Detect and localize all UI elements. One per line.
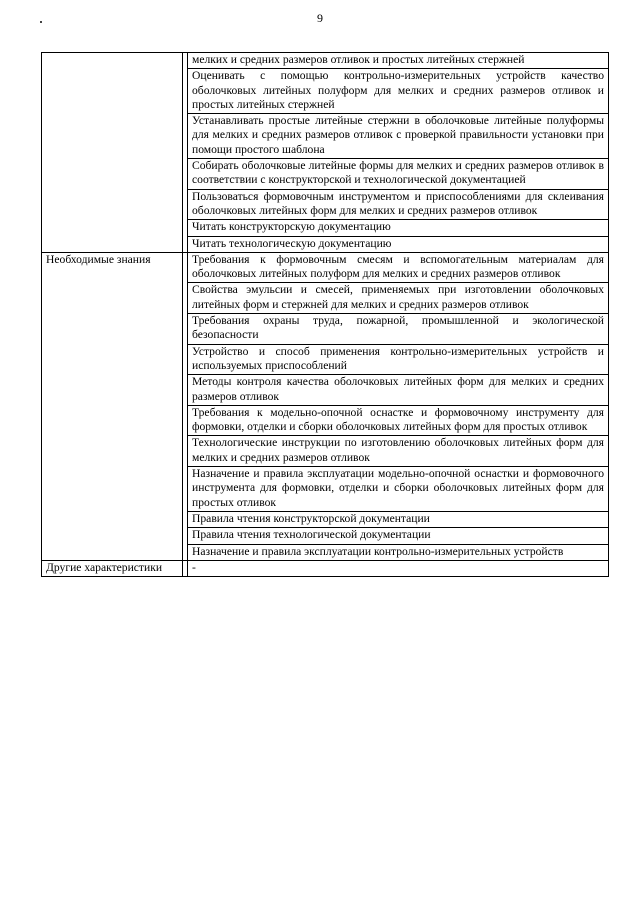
table-row	[42, 53, 609, 69]
row-label: Необходимые знания	[42, 252, 183, 560]
row-text: Правила чтения технологической документации	[188, 528, 609, 544]
row-text: -	[188, 560, 609, 576]
row-text: Правила чтения конструкторской документации	[188, 511, 609, 527]
row-text: Требования охраны труда, пожарной, промышленной и экологической безопасности	[188, 314, 609, 345]
row-text: Собирать оболочковые литейные формы для мелких и средних размеров отливок в соответствии с конструкторской и технологической документацией	[188, 159, 609, 190]
knowledge-skills-table	[41, 52, 609, 577]
row-text: мелких и средних размеров отливок и простых литейных стержней	[188, 53, 609, 69]
row-label: Другие характеристики	[42, 560, 183, 576]
table-row	[42, 560, 609, 576]
row-label	[42, 53, 183, 253]
row-text: Устройство и способ применения контрольно-измерительных устройств и используемых приспособлений	[188, 344, 609, 375]
row-text: Устанавливать простые литейные стержни в оболочковые литейные полуформы для мелких и средних размеров отливок с проверкой правильности установки при помощи простого шаблона	[188, 114, 609, 159]
page-number: 9	[317, 11, 323, 25]
row-text: Оценивать с помощью контрольно-измерительных устройств качество оболочковых литейных полуформ для мелких и средних размеров отливок и простых литейных стержней	[188, 69, 609, 114]
row-text: Читать конструкторскую документацию	[188, 220, 609, 236]
row-text: Требования к формовочным смесям и вспомогательным материалам для оболочковых литейных полуформ для мелких и средних размеров отливок	[188, 252, 609, 283]
row-text: Назначение и правила эксплуатации контрольно-измерительных устройств	[188, 544, 609, 560]
scan-mark	[40, 21, 42, 23]
row-text: Назначение и правила эксплуатации модельно-опочной оснастки и формовочного инструмента для формовки, отделки и сборки оболочковых литейных форм для простых отливок	[188, 467, 609, 512]
row-text: Технологические инструкции по изготовлению оболочковых литейных форм для мелких и средних размеров отливок	[188, 436, 609, 467]
row-text: Требования к модельно-опочной оснастке и формовочному инструменту для формовки, отделки и сборки оболочковых литейных форм для простых отливок	[188, 405, 609, 436]
table-row	[42, 252, 609, 283]
row-text: Читать технологическую документацию	[188, 236, 609, 252]
row-text: Свойства эмульсии и смесей, применяемых при изготовлении оболочковых литейных форм и стержней для мелких и средних размеров отливок	[188, 283, 609, 314]
row-text: Методы контроля качества оболочковых литейных форм для мелких и средних размеров отливок	[188, 375, 609, 406]
row-text: Пользоваться формовочным инструментом и приспособлениями для склеивания оболочковых литейных форм для мелких и средних размеров отливок	[188, 189, 609, 220]
